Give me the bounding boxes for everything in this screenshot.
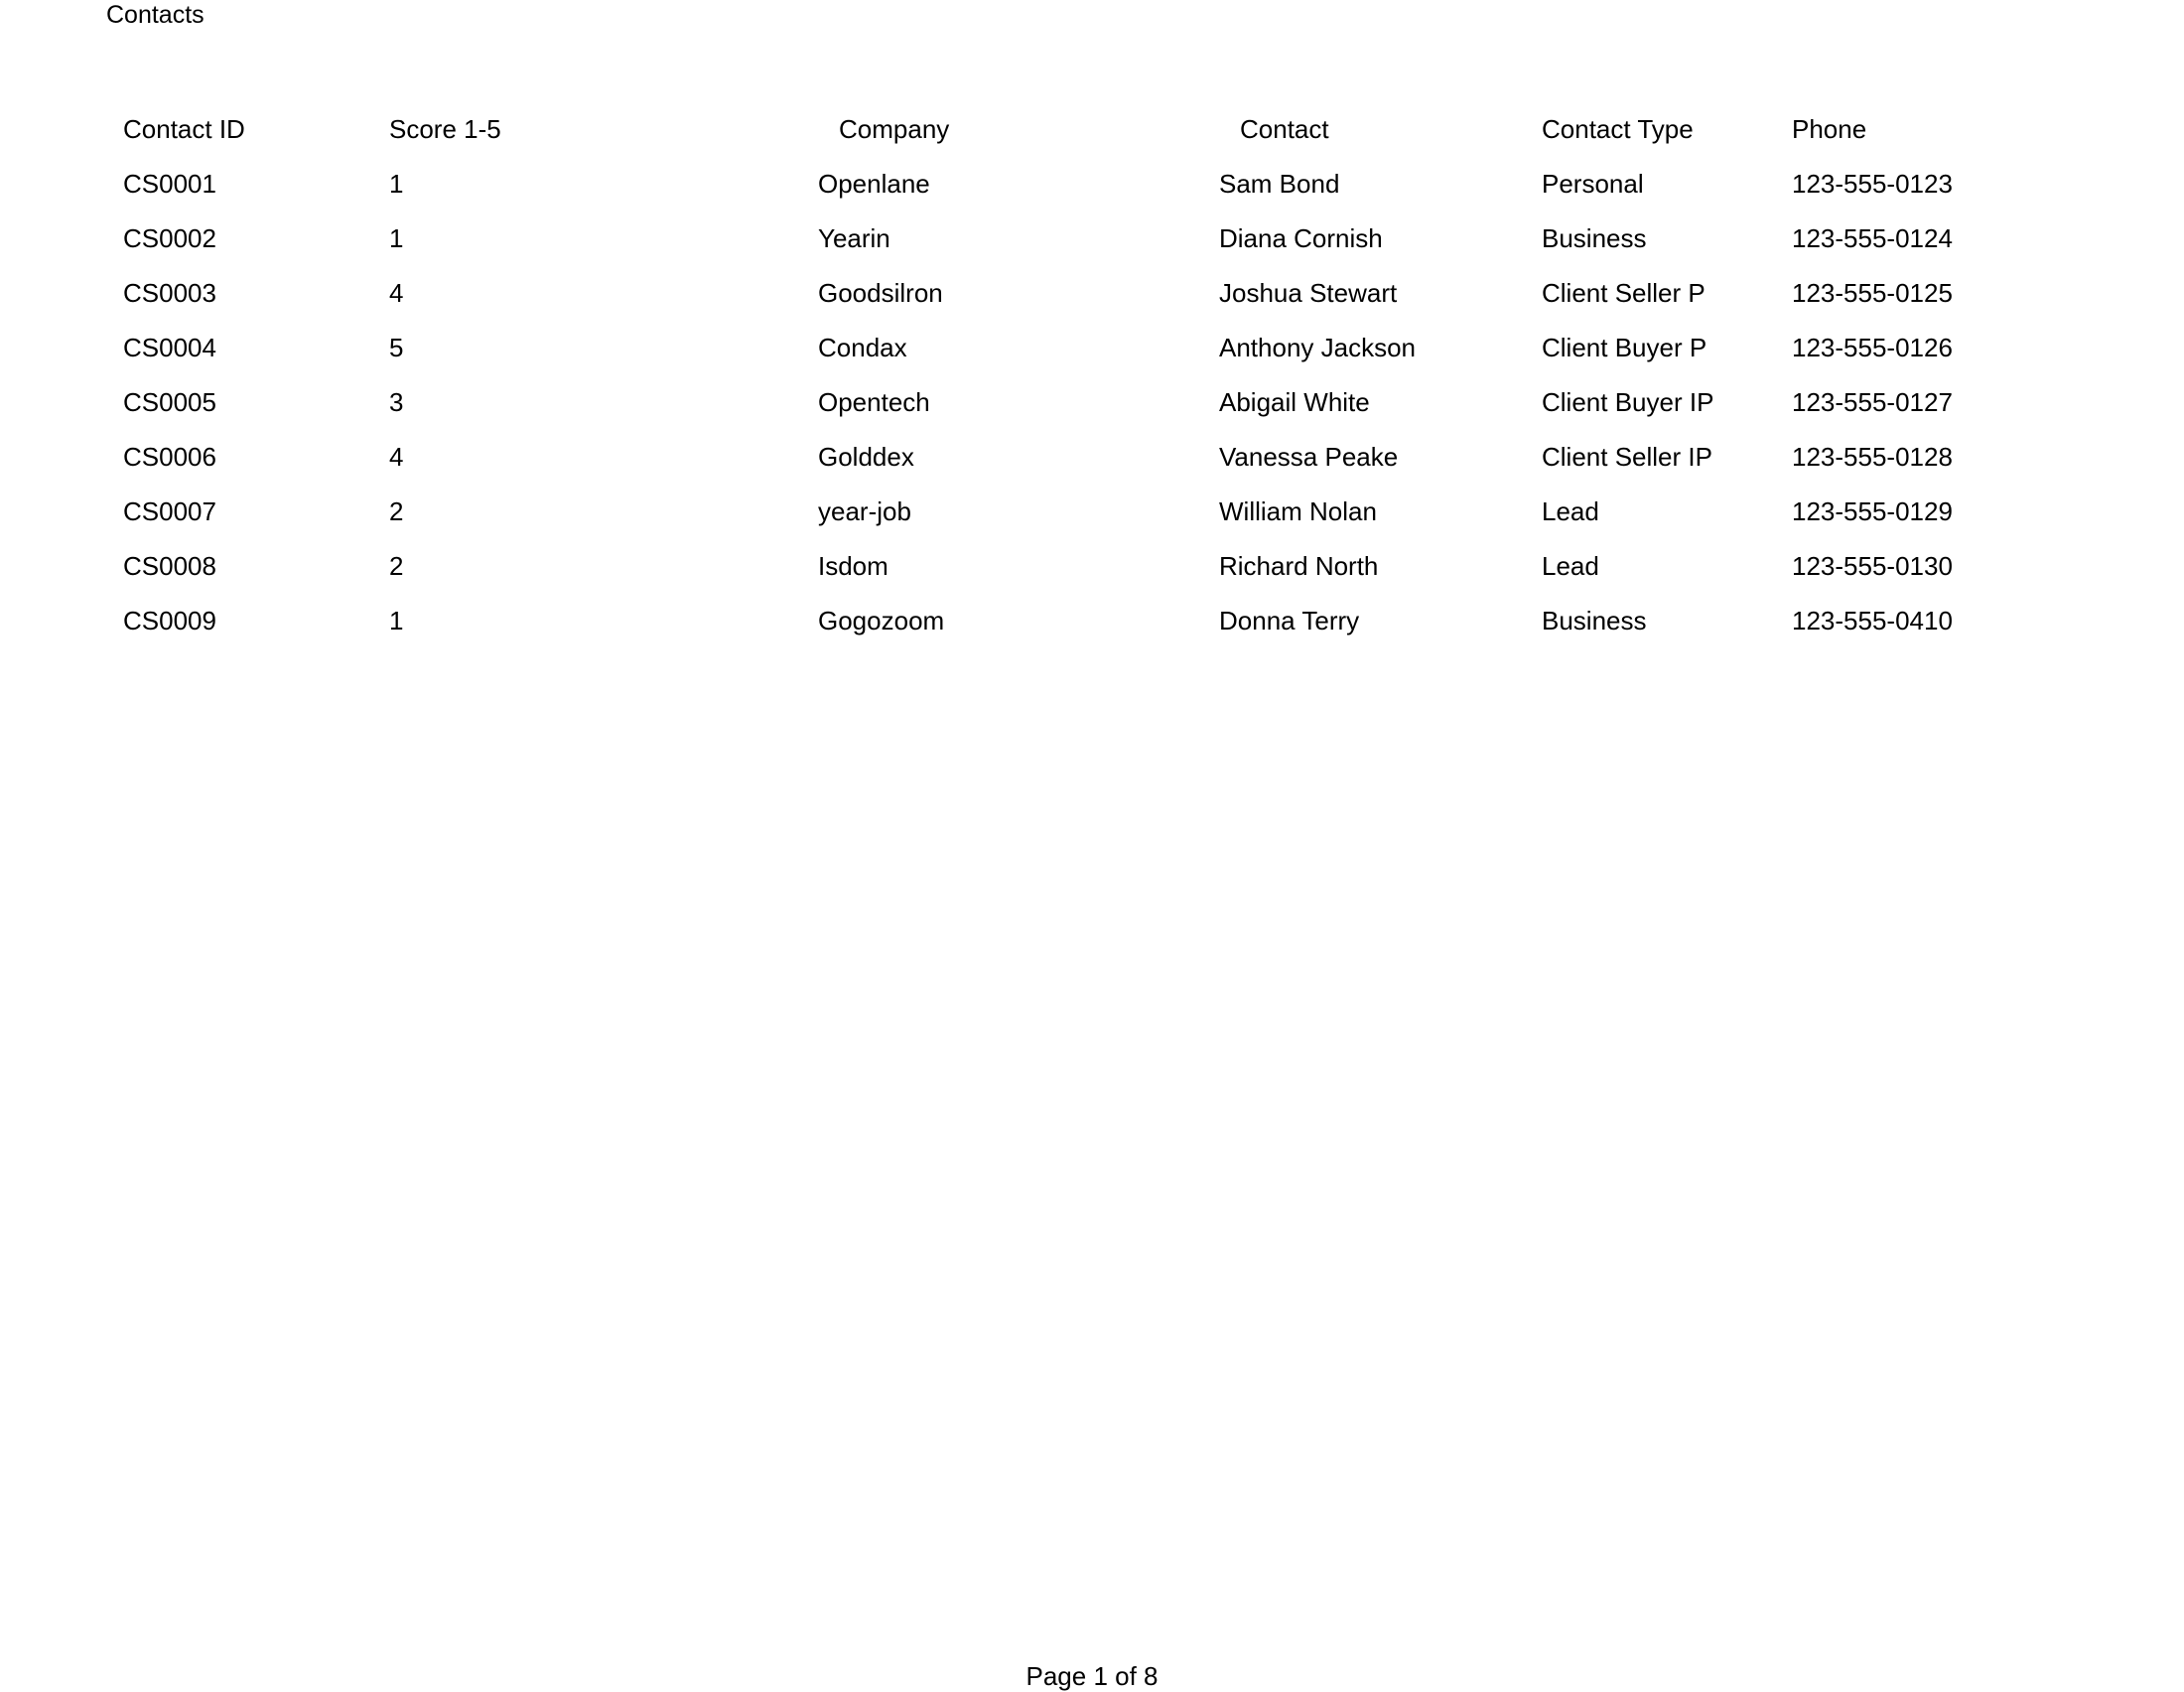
cell-phone: 123-555-0130 — [1792, 551, 1953, 581]
cell-phone: 123-555-0129 — [1792, 496, 1953, 526]
cell-contact-type: Business — [1542, 223, 1647, 253]
column-header-contact-name: Contact — [1240, 114, 1329, 144]
cell-contact-name: Abigail White — [1219, 387, 1370, 417]
cell-company: year-job — [818, 496, 911, 526]
cell-score: 4 — [389, 278, 404, 308]
cell-contact-name: Diana Cornish — [1219, 223, 1383, 253]
cell-company: Yearin — [818, 223, 890, 253]
cell-contact-name: Richard North — [1219, 551, 1379, 581]
cell-contact-type: Business — [1542, 606, 1647, 635]
cell-contact-id: CS0005 — [123, 387, 216, 417]
cell-score: 3 — [389, 387, 404, 417]
cell-contact-type: Client Buyer P — [1542, 333, 1707, 362]
cell-contact-id: CS0003 — [123, 278, 216, 308]
cell-contact-name: Joshua Stewart — [1219, 278, 1398, 308]
column-header-phone: Phone — [1792, 114, 1867, 144]
cell-contact-id: CS0007 — [123, 496, 216, 526]
cell-phone: 123-555-0128 — [1792, 442, 1953, 472]
cell-contact-name: Donna Terry — [1219, 606, 1360, 635]
column-header-company: Company — [839, 114, 950, 144]
cell-contact-type: Client Seller P — [1542, 278, 1706, 308]
cell-phone: 123-555-0126 — [1792, 333, 1953, 362]
cell-contact-id: CS0008 — [123, 551, 216, 581]
cell-company: Openlane — [818, 169, 930, 199]
cell-contact-id: CS0001 — [123, 169, 216, 199]
document-title: Contacts — [106, 1, 205, 29]
cell-phone: 123-555-0410 — [1792, 606, 1953, 635]
cell-phone: 123-555-0125 — [1792, 278, 1953, 308]
cell-contact-id: CS0009 — [123, 606, 216, 635]
cell-score: 2 — [389, 551, 404, 581]
cell-company: Opentech — [818, 387, 930, 417]
cell-contact-type: Client Seller IP — [1542, 442, 1712, 472]
column-header-contact-type: Contact Type — [1542, 114, 1694, 144]
cell-score: 2 — [389, 496, 404, 526]
cell-company: Goodsilron — [818, 278, 943, 308]
cell-contact-name: Vanessa Peake — [1219, 442, 1399, 472]
cell-phone: 123-555-0127 — [1792, 387, 1953, 417]
column-header-score: Score 1-5 — [389, 114, 501, 144]
cell-contact-type: Lead — [1542, 496, 1599, 526]
cell-contact-id: CS0006 — [123, 442, 216, 472]
page-number: Page 1 of 8 — [1025, 1661, 1159, 1691]
cell-score: 1 — [389, 223, 404, 253]
cell-score: 1 — [389, 606, 404, 635]
cell-phone: 123-555-0123 — [1792, 169, 1953, 199]
cell-contact-type: Client Buyer IP — [1542, 387, 1714, 417]
column-header-contact-id: Contact ID — [123, 114, 245, 144]
cell-company: Golddex — [818, 442, 914, 472]
cell-contact-id: CS0004 — [123, 333, 216, 362]
cell-company: Condax — [818, 333, 907, 362]
cell-company: Isdom — [818, 551, 888, 581]
cell-contact-type: Lead — [1542, 551, 1599, 581]
cell-company: Gogozoom — [818, 606, 945, 635]
cell-contact-name: Sam Bond — [1219, 169, 1340, 199]
cell-score: 1 — [389, 169, 404, 199]
cell-contact-name: Anthony Jackson — [1219, 333, 1417, 362]
cell-contact-name: William Nolan — [1219, 496, 1377, 526]
cell-contact-id: CS0002 — [123, 223, 216, 253]
cell-contact-type: Personal — [1542, 169, 1644, 199]
cell-phone: 123-555-0124 — [1792, 223, 1953, 253]
cell-score: 5 — [389, 333, 404, 362]
cell-score: 4 — [389, 442, 404, 472]
